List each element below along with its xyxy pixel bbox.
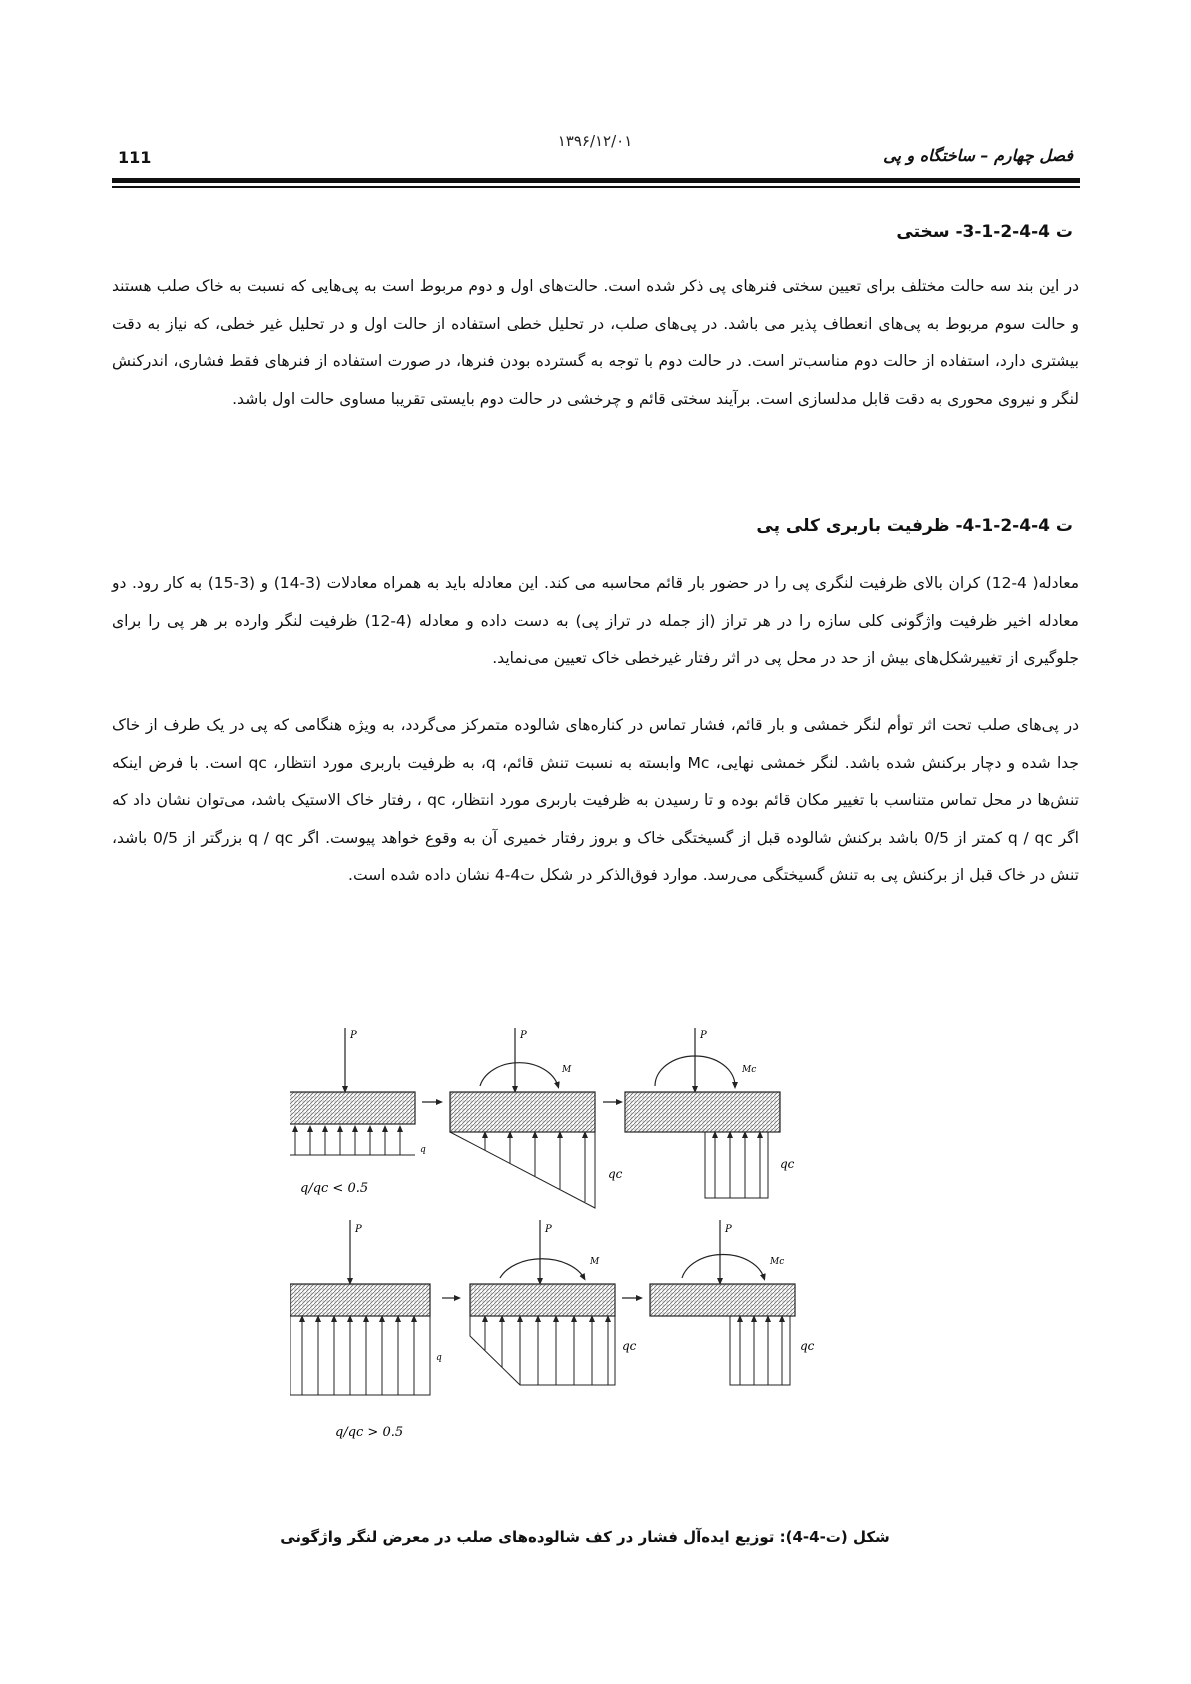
label-mc: Mc bbox=[742, 1065, 757, 1075]
row1-uniform-panel bbox=[290, 1028, 426, 1196]
label-m: M bbox=[590, 1257, 600, 1267]
row1-moment-panel bbox=[450, 1028, 623, 1208]
header-rule-thick bbox=[112, 178, 1080, 183]
capacity-pressure-block bbox=[730, 1316, 790, 1385]
chapter-title: فصل چهارم – ساختگاه و پی bbox=[883, 146, 1073, 165]
footing bbox=[625, 1092, 780, 1132]
paragraph-rigid-footing: در پی‌های صلب تحت اثر توأم لنگر خمشی و بار قائم، فشار تماس در کناره‌های شالوده متمرکز می‌گردد، به ویژه هنگامی که پی در یک طرف از خاک جدا شده و دچار برکنش شده باشد. لنگر خمشی نهایی، Mc وابسته به نسبت تنش قائم، q، به ظرفیت باربری مورد انتظار، qc است. با فرض اینکه تنش‌ها در محل تماس متناسب با تغییر مکان قائم بوده و تا رسیدن به ظرفیت باربری مورد انتظار، qc ، رفتار خاک الاستیک باشد، می‌توان نشان داد که اگر q / qc کمتر از 0/5 باشد برکنش شالوده قبل از گسیختگی خاک و بروز رفتار خمیری آن به وقوع خواهد پیوست. اگر q / qc بزرگتر از 0/5 باشد، تنش در خاک قبل از برکنش پی به تنش گسیختگی می‌رسد. موارد فوق‌الذکر در شکل ت4-4 نشان داده شده است. bbox=[112, 716, 1079, 884]
uniform-pressure-arrows bbox=[290, 1316, 430, 1395]
moment-arrow bbox=[500, 1259, 584, 1278]
section-heading-stiffness: ت 4-4-2-1-3- سختی bbox=[896, 222, 1073, 242]
footing bbox=[470, 1284, 615, 1316]
moment-arrow bbox=[480, 1063, 558, 1086]
section-heading-bearing-capacity: ت 4-4-2-1-4- ظرفیت باربری کلی پی bbox=[756, 516, 1073, 536]
label-m: M bbox=[562, 1065, 572, 1075]
label-p: P bbox=[355, 1224, 362, 1235]
footing bbox=[650, 1284, 795, 1316]
trapezoidal-pressure bbox=[470, 1316, 615, 1385]
label-p: P bbox=[700, 1030, 707, 1041]
label-qc: qc bbox=[800, 1339, 815, 1353]
label-q: q bbox=[436, 1353, 442, 1363]
header-date: ۱۳۹۶/۱۲/۰۱ bbox=[557, 132, 633, 150]
ratio-less-than-half: q/qc < 0.5 bbox=[300, 1181, 369, 1196]
label-qc: qc bbox=[780, 1157, 795, 1171]
footing bbox=[290, 1284, 430, 1316]
label-q: q bbox=[420, 1145, 426, 1155]
uniform-pressure-arrows bbox=[290, 1128, 415, 1155]
figure-caption: شکل (ت-4-4): توزیع ایده‌آل فشار در کف شالوده‌های صلب در معرض لنگر واژگونی bbox=[280, 1528, 890, 1546]
row2-capacity-panel bbox=[650, 1220, 815, 1385]
label-p: P bbox=[725, 1224, 732, 1235]
capacity-pressure-block bbox=[705, 1132, 768, 1198]
paragraph-moment-capacity: معادله( 4-12) کران بالای ظرفیت لنگری پی را در حضور بار قائم محاسبه می کند. این معادله باید به همراه معادلات (3-14) و (3-15) به کار رود. دو معادله اخیر ظرفیت واژگونی کلی سازه را در هر تراز (از جمله در تراز پی) به دست داده و معادله (4-12) ظرفیت لنگر وارده بر هر پی را برای جلوگیری از تغییرشکل‌های بیش از حد در محل پی در اثر رفتار غیرخطی خاک تعیین می‌نماید. bbox=[112, 574, 1079, 667]
header-rule-thin bbox=[112, 186, 1080, 188]
pressure-distribution-figure bbox=[290, 1020, 910, 1490]
row2-moment-panel bbox=[470, 1220, 637, 1385]
label-p: P bbox=[520, 1030, 527, 1041]
paragraph-stiffness: در این بند سه حالت مختلف برای تعیین سختی فنرهای پی ذکر شده است. حالت‌های اول و دوم مربوط است به پی‌هایی که نسبت به خاک صلب هستند و حالت سوم مربوط به پی‌های انعطاف پذیر می باشد. در پی‌های صلب، در تحلیل خطی استفاده از حالت اول و در تحلیل غیر خطی، که نیاز به دقت بیشتری دارد، استفاده از حالت دوم مناسب‌تر است. در حالت دوم با توجه به گسترده بودن فنرها، در صورت استفاده از فنرهای فقط فشاری، اندرکنش لنگر و نیروی محوری به دقت قابل مدلسازی است. برآیند سختی قائم و چرخشی در حالت دوم بایستی تقریبا مساوی حالت اول باشد. bbox=[112, 277, 1079, 408]
footing bbox=[290, 1092, 415, 1124]
moment-arrow bbox=[682, 1255, 764, 1278]
ratio-greater-than-half: q/qc > 0.5 bbox=[335, 1425, 404, 1440]
label-qc: qc bbox=[608, 1167, 623, 1181]
label-p: P bbox=[545, 1224, 552, 1235]
triangular-pressure bbox=[450, 1132, 595, 1208]
row1-capacity-panel bbox=[625, 1028, 795, 1198]
label-mc: Mc bbox=[770, 1257, 785, 1267]
label-qc: qc bbox=[622, 1339, 637, 1353]
page-number: 111 bbox=[118, 148, 152, 167]
footing bbox=[450, 1092, 595, 1132]
row2-uniform-panel bbox=[290, 1220, 442, 1440]
label-p: P bbox=[350, 1030, 357, 1041]
